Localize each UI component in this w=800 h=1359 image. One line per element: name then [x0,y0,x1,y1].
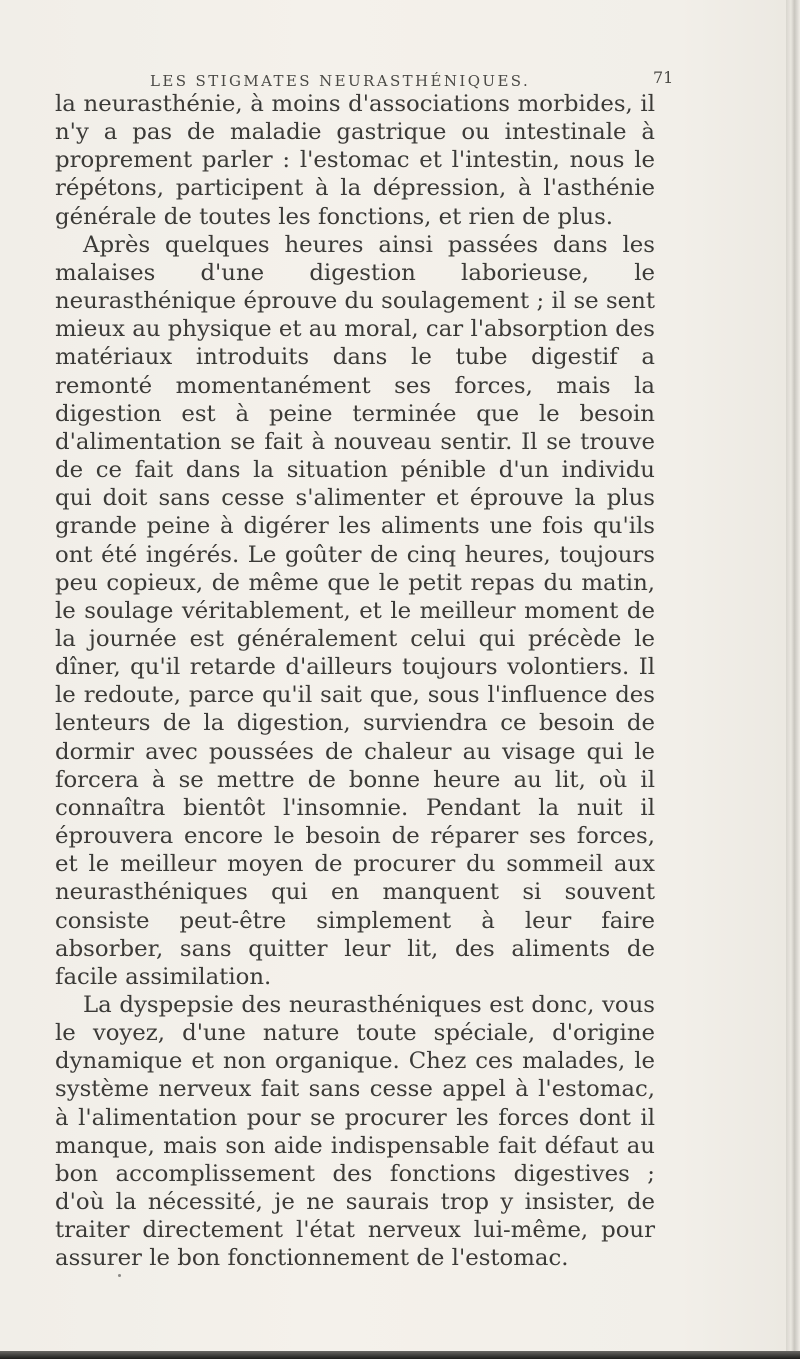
page-number: 71 [653,68,674,87]
paper-speck [118,1274,121,1277]
paragraph-2: Après quelques heures ainsi passées dans les malaises d'une digestion laborieuse, le neurasthénique éprouve du soulagement ; il se sent mieux au physique et au moral, car l'absorption des matériaux introduits dans le tube digestif a remonté momentanément ses forces, mais la digestion est à peine terminée que le besoin d'alimentation se fait à nouveau sentir. Il se trouve de ce fait dans la situation pénible d'un individu qui doit sans cesse s'alimenter et éprouve la plus grande peine à digérer les aliments une fois qu'ils ont été ingérés. Le goûter de cinq heures, toujours peu copieux, de même que le petit repas du matin, le soulage véritablement, et le meilleur moment de la journée est généralement celui qui précède le dîner, qu'il retarde d'ailleurs toujours volontiers. Il le redoute, parce qu'il sait que, sous l'influence des lenteurs de la digestion, surviendra ce besoin de dormir avec poussées de chaleur au visage qui le forcera à se mettre de bonne heure au lit, où il connaîtra bientôt l'insomnie. Pendant la nuit il éprouvera encore le besoin de réparer ses forces, et le meilleur moyen de procurer du sommeil aux neurasthéniques qui en manquent si souvent consiste peut-être simplement à leur faire absorber, sans quitter leur lit, des aliments de facile assimilation. [55,231,655,990]
running-header: LES STIGMATES NEURASTHÉNIQUES. [150,72,531,90]
body-text [55,90,655,1273]
scan-bottom-edge [0,1351,800,1359]
page-binding-edge [786,0,800,1359]
paragraph-1: la neurasthénie, à moins d'associations morbides, il n'y a pas de maladie gastrique ou intestinale à proprement parler : l'estomac et l'intestin, nous le répétons, participent à la dépression, à l'asthénie générale de toutes les fonctions, et rien de plus. [55,91,655,230]
paragraph-3: La dyspepsie des neurasthéniques est donc, vous le voyez, d'une nature toute spéciale, d'origine dynamique et non organique. Chez ces malades, le système nerveux fait sans cesse appel à l'estomac, à l'alimentation pour se procurer les forces dont il manque, mais son aide indispensable fait défaut au bon accomplissement des fonctions digestives ; d'où la nécessité, je ne saurais trop y insister, de traiter directement l'état nerveux lui-même, pour assurer le bon fonctionnement de l'estomac. [55,992,655,1272]
